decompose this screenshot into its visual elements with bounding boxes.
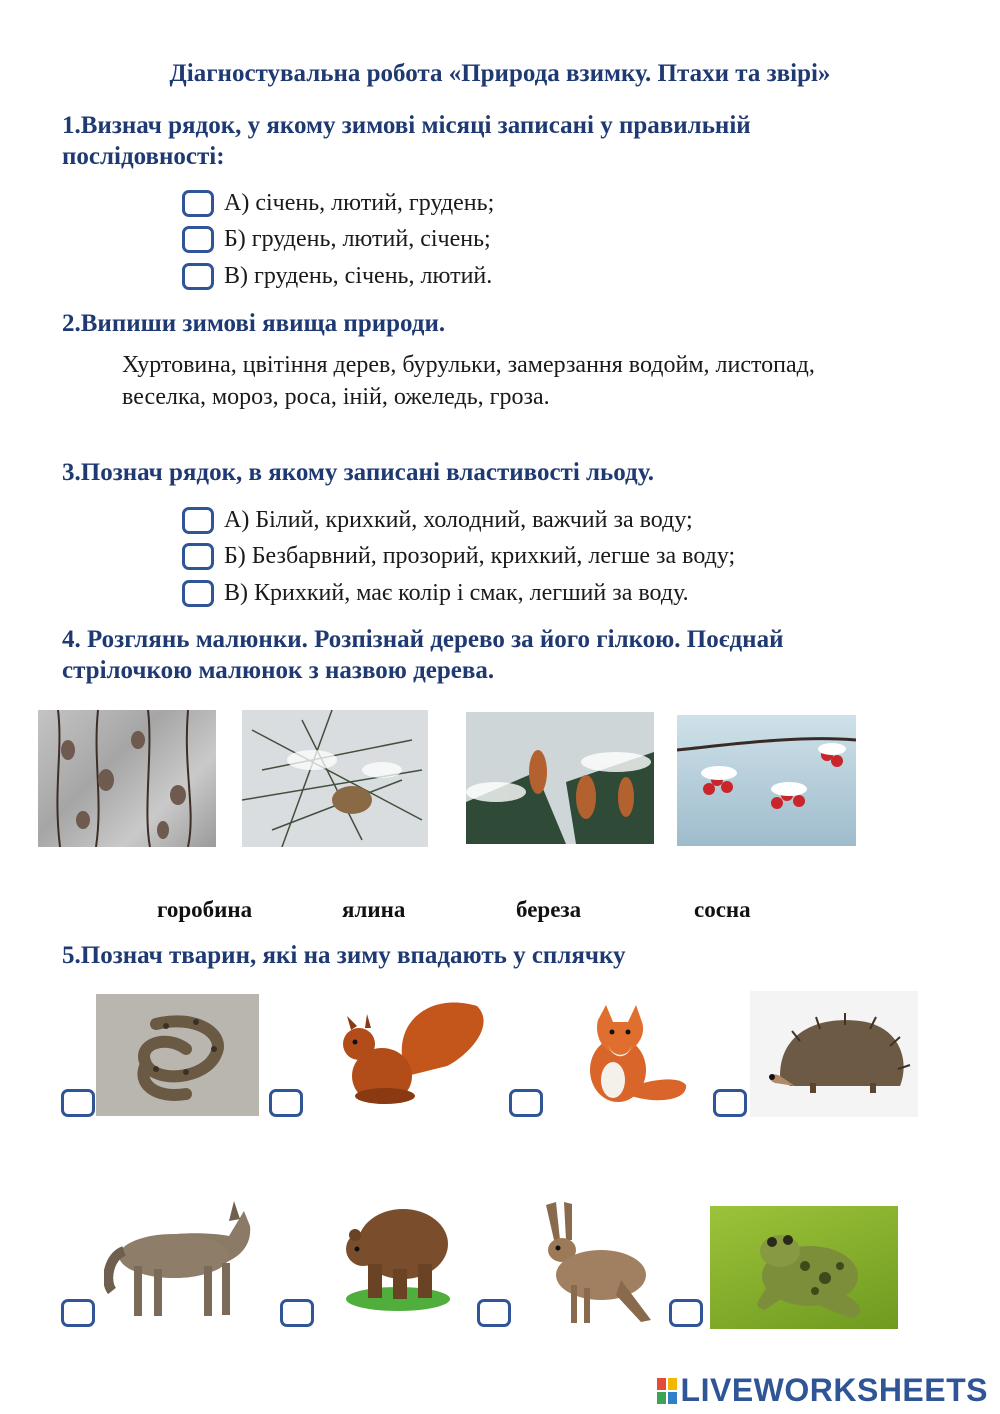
q1-option-c-checkbox[interactable] xyxy=(182,263,214,290)
q5-fox-checkbox[interactable] xyxy=(509,1089,543,1117)
question-1-heading xyxy=(62,110,751,172)
question-2-text xyxy=(122,349,922,413)
q1-option-a-label: А) січень, лютий, грудень; xyxy=(224,190,495,216)
q3-option-b-label: Б) Безбарвний, прозорий, крихкий, легше за воду; xyxy=(224,543,736,569)
q1-option-c-label: В) грудень, січень, лютий. xyxy=(224,263,493,289)
birch-branch-photo xyxy=(38,710,216,847)
page-title: Діагностувальна робота «Природа взимку. Птахи та звірі» xyxy=(169,60,831,87)
q5-hedgehog-checkbox[interactable] xyxy=(713,1089,747,1117)
hare-photo xyxy=(536,1200,656,1325)
question-4-line-1: 4. Розглянь малюнки. Розпізнай дерево за його гілкою. Поєднай xyxy=(62,626,784,653)
bear-photo xyxy=(343,1199,451,1313)
q1-option-a-checkbox[interactable] xyxy=(182,190,214,217)
question-1-line-2: послідовності: xyxy=(62,143,225,170)
question-2-heading: 2.Випиши зимові явища природи. xyxy=(62,310,446,337)
question-2-line-1: Хуртовина, цвітіння дерев, бурульки, замерзання водойм, листопад, xyxy=(122,352,815,378)
liveworksheets-logo xyxy=(657,1372,988,1409)
q3-option-b-checkbox[interactable] xyxy=(182,543,214,570)
q3-option-a-checkbox[interactable] xyxy=(182,507,214,534)
q3-option-a-label: А) Білий, крихкий, холодний, важчий за воду; xyxy=(224,507,693,533)
question-1-line-1: 1.Визнач рядок, у якому зимові місяці записані у правильній xyxy=(62,112,751,139)
squirrel-photo xyxy=(327,996,492,1113)
hedgehog-photo xyxy=(750,991,918,1117)
q5-snake-checkbox[interactable] xyxy=(61,1089,95,1117)
snake-photo xyxy=(96,994,259,1116)
question-4-heading xyxy=(62,624,783,686)
rowan-branch-photo xyxy=(677,715,856,846)
q5-frog-checkbox[interactable] xyxy=(669,1299,703,1327)
question-4-line-2: стрілочкою малюнок з назвою дерева. xyxy=(62,657,495,684)
fox-photo xyxy=(558,1000,690,1112)
question-5-heading: 5.Познач тварин, які на зиму впадають у сплячку xyxy=(62,942,626,969)
q3-option-b[interactable] xyxy=(182,541,735,571)
liveworksheets-logo-icon xyxy=(657,1378,677,1404)
q5-squirrel-checkbox[interactable] xyxy=(269,1089,303,1117)
pine-branch-photo xyxy=(242,710,428,847)
tree-label-birch[interactable]: береза xyxy=(516,897,582,922)
question-3-heading: 3.Познач рядок, в якому записані властивості льоду. xyxy=(62,459,654,486)
liveworksheets-logo-text: LIVEWORKSHEETS xyxy=(680,1372,988,1408)
q1-option-a[interactable] xyxy=(182,188,494,218)
q1-option-b[interactable] xyxy=(182,224,491,254)
q1-option-b-checkbox[interactable] xyxy=(182,226,214,253)
q5-hare-checkbox[interactable] xyxy=(477,1299,511,1327)
q5-bear-checkbox[interactable] xyxy=(280,1299,314,1327)
q3-option-c-checkbox[interactable] xyxy=(182,580,214,607)
tree-label-spruce[interactable]: ялина xyxy=(342,897,406,922)
q3-option-c[interactable] xyxy=(182,578,689,608)
frog-photo xyxy=(710,1206,898,1329)
q1-option-b-label: Б) грудень, лютий, січень; xyxy=(224,226,491,252)
q3-option-a[interactable] xyxy=(182,505,693,535)
q5-wolf-checkbox[interactable] xyxy=(61,1299,95,1327)
tree-label-rowan[interactable]: горобина xyxy=(157,897,253,922)
tree-label-pine[interactable]: сосна xyxy=(694,897,751,922)
spruce-branch-photo xyxy=(466,712,654,844)
q1-option-c[interactable] xyxy=(182,261,492,291)
question-2-line-2: веселка, мороз, роса, іній, ожеледь, гроза. xyxy=(122,384,550,410)
wolf-photo xyxy=(104,1191,254,1322)
q3-option-c-label: В) Крихкий, має колір і смак, легший за воду. xyxy=(224,580,689,606)
